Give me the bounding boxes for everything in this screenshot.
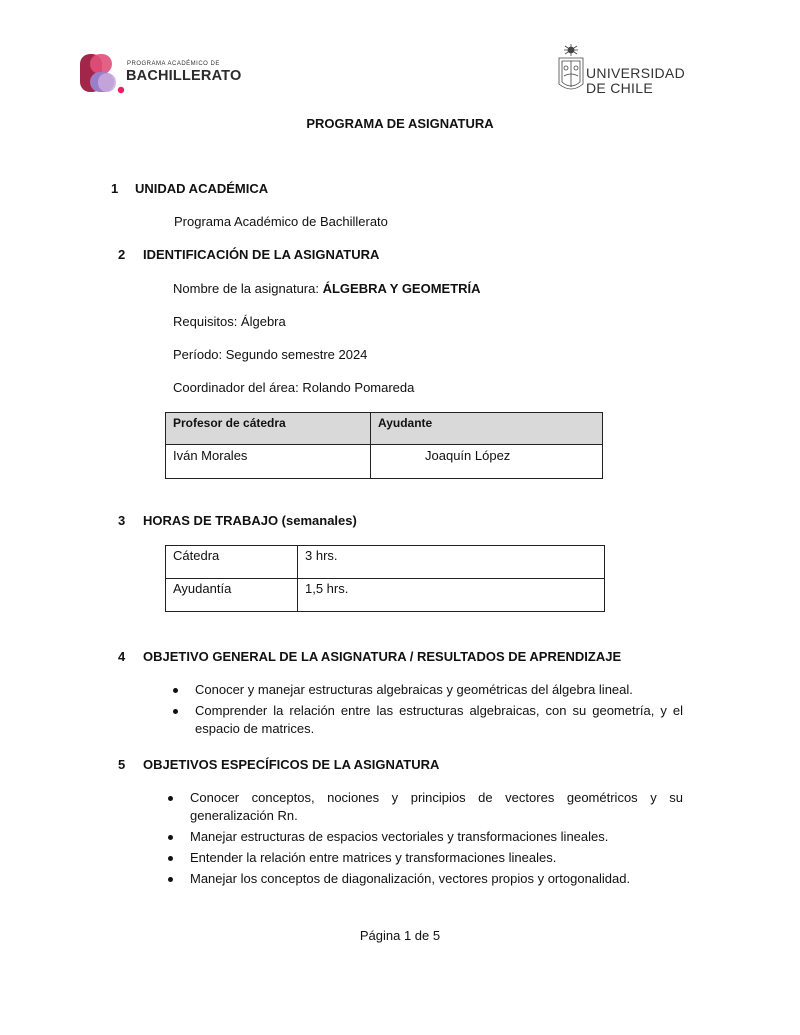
horas-row-2-value: 1,5 hrs. bbox=[298, 579, 605, 612]
coordinador-line: Coordinador del área: Rolando Pomareda bbox=[173, 380, 415, 395]
section-3-number: 3 bbox=[118, 513, 126, 528]
uchile-crest-icon bbox=[556, 42, 586, 98]
bachillerato-logo-small-text: PROGRAMA ACADÉMICO DE bbox=[127, 61, 220, 67]
section-3-title: HORAS DE TRABAJO (semanales) bbox=[143, 513, 357, 528]
uchile-line1: UNIVERSIDAD bbox=[586, 65, 685, 81]
list-item: Manejar los conceptos de diagonalización, vectores propios y ortogonalidad. bbox=[168, 870, 683, 888]
list-item: Conocer conceptos, nociones y principios de vectores geométricos y su generalización Rn. bbox=[168, 789, 683, 825]
nombre-value: ÁLGEBRA Y GEOMETRÍA bbox=[322, 281, 481, 296]
section-1-title: UNIDAD ACADÉMICA bbox=[135, 181, 269, 196]
section-1-number: 1 bbox=[111, 181, 119, 196]
bullet-icon bbox=[168, 877, 173, 882]
list-item: Comprender la relación entre las estructuras algebraicas, con su geometría, y el espacio de matrices. bbox=[173, 702, 683, 738]
uchile-line2: DE CHILE bbox=[586, 80, 653, 96]
uchile-logo-text bbox=[586, 66, 685, 96]
bullet-icon bbox=[168, 856, 173, 861]
cell-ayudante: Joaquín López bbox=[371, 445, 603, 479]
bullet-icon bbox=[168, 796, 173, 801]
horas-row-2-label: Ayudantía bbox=[166, 579, 298, 612]
unidad-academica-text: Programa Académico de Bachillerato bbox=[174, 214, 388, 229]
horas-row-1-label: Cátedra bbox=[166, 546, 298, 579]
bullet-icon bbox=[173, 688, 178, 693]
page-number: Página 1 de 5 bbox=[359, 928, 441, 943]
list-item: Entender la relación entre matrices y transformaciones lineales. bbox=[168, 849, 683, 867]
bullet-icon bbox=[173, 709, 178, 714]
section-2-title: IDENTIFICACIÓN DE LA ASIGNATURA bbox=[143, 247, 380, 262]
section-5-number: 5 bbox=[118, 757, 126, 772]
nombre-label: Nombre de la asignatura: bbox=[173, 281, 323, 296]
horas-table bbox=[165, 545, 605, 612]
requisitos-line: Requisitos: Álgebra bbox=[173, 314, 286, 329]
periodo-line: Período: Segundo semestre 2024 bbox=[173, 347, 368, 362]
nombre-asignatura-line bbox=[173, 281, 481, 296]
list-item: Manejar estructuras de espacios vectoriales y transformaciones lineales. bbox=[168, 828, 683, 846]
header-ayudante: Ayudante bbox=[371, 413, 603, 445]
objetivos-especificos-list bbox=[168, 789, 683, 891]
section-5-title: OBJETIVOS ESPECÍFICOS DE LA ASIGNATURA bbox=[143, 757, 440, 772]
section-2-number: 2 bbox=[118, 247, 126, 262]
section-4-title: OBJETIVO GENERAL DE LA ASIGNATURA / RESULTADOS DE APRENDIZAJE bbox=[143, 649, 622, 664]
cell-profesor: Iván Morales bbox=[166, 445, 371, 479]
section-4-number: 4 bbox=[118, 649, 126, 664]
bachillerato-logo bbox=[80, 52, 250, 96]
list-item: Conocer y manejar estructuras algebraicas y geométricas del álgebra lineal. bbox=[173, 681, 683, 699]
bullet-icon bbox=[168, 835, 173, 840]
uchile-logo bbox=[556, 42, 696, 98]
horas-row-1-value: 3 hrs. bbox=[298, 546, 605, 579]
document-title: PROGRAMA DE ASIGNATURA bbox=[306, 116, 494, 131]
header-profesor: Profesor de cátedra bbox=[166, 413, 371, 445]
bachillerato-logo-big-text: BACHILLERATO bbox=[126, 68, 242, 84]
objetivo-general-list bbox=[173, 681, 683, 741]
bachillerato-logo-mark-icon bbox=[80, 52, 126, 96]
profesores-table bbox=[165, 412, 603, 479]
